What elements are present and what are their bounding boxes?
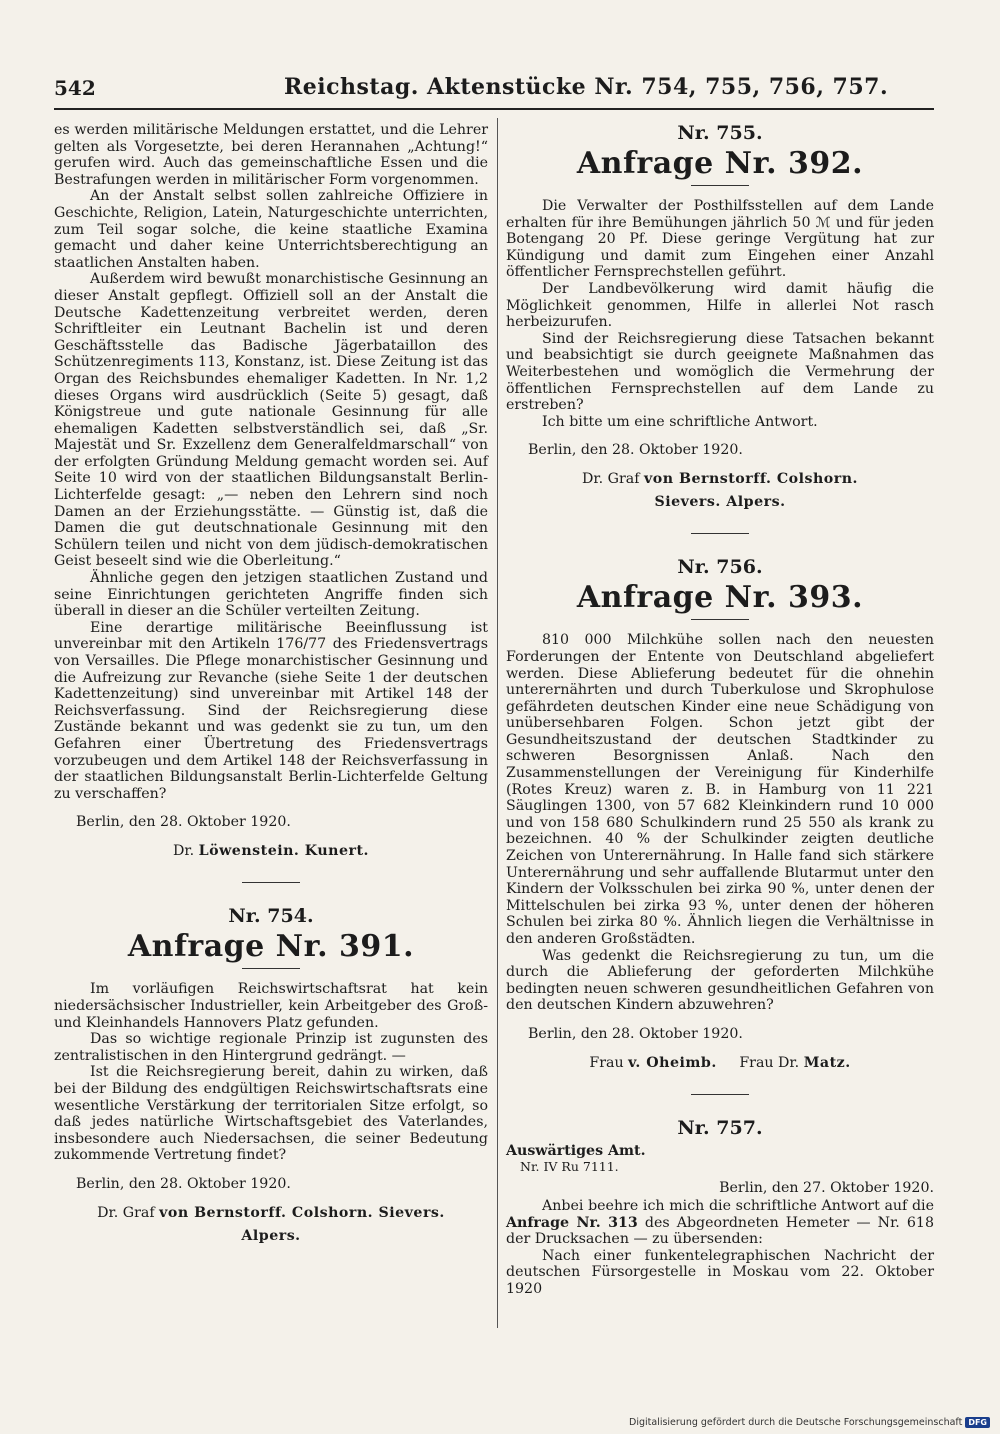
date-line: Berlin, den 28. Oktober 1920. [528, 1025, 743, 1042]
signature-line [54, 1205, 488, 1222]
document-number: Nr. 755. [677, 122, 763, 144]
section-divider [691, 533, 749, 534]
signature-prefix: Dr. Graf [582, 471, 640, 488]
signature-names: Sievers. Alpers. [654, 494, 786, 511]
inquiry-heading: Anfrage Nr. 391. [127, 929, 415, 965]
column-divider [497, 118, 498, 1328]
paragraph: Eine derartige militärische Beeinflussung ist unvereinbar mit den Artikeln 176/77 des Friedensvertrags von Versailles. Die Pflege monarchistischer Gesinnung und die Aufreizung zur Revanche (siehe Seite 1 der deutschen Kadettenzeitung) sind unvereinbar mit Artikel 148 der Reichsverfassung. Sind der Reichsregierung diese Zustände bekannt und was gedenkt sie zu tun, um den Gefahren einer Übertretung des Friedensvertrags vorzubeugen und dem Artikel 148 der Reichsverfassung in der staatlichen Bildungsanstalt Berlin-Lichterfelde Geltung zu verschaffen? [54, 619, 488, 802]
signature-prefix: Dr. Graf [97, 1204, 155, 1221]
inquiry-reference: Anfrage Nr. 313 [506, 1214, 638, 1231]
heading-rule [691, 185, 749, 186]
signature-names: v. Oheimb. [628, 1054, 717, 1071]
paragraph-text: Anbei beehre ich mich die schriftliche Antwort auf die [542, 1197, 934, 1214]
digitization-credit [629, 1417, 990, 1428]
page-number: 542 [54, 76, 96, 100]
page-header [54, 72, 934, 110]
paragraph: Der Landbevölkerung wird damit häufig die Möglichkeit genommen, Hilfe in allerlei Not rasch herbeizurufen. [506, 280, 934, 331]
signature-names: Alpers. [241, 1227, 301, 1244]
signature-line [54, 843, 488, 860]
dfg-logo: DFG [965, 1417, 990, 1428]
signature-prefix: Frau [589, 1054, 624, 1071]
signature-names: von Bernstorff. Colshorn. [644, 471, 858, 488]
document-number: Nr. 756. [677, 556, 763, 579]
document-number: Nr. 754. [228, 905, 314, 928]
section-divider [691, 1094, 749, 1095]
signature-line [506, 471, 934, 488]
paragraph: 810 000 Milchkühe sollen nach den neuesten Forderungen der Entente von Deutschland abgeliefert werden. Diese Ablieferung bedeutet für die ohnehin unterernährten und durch Tuberkulose und Skrophulose gefährdeten deutschen Kinder eine neue Schädigung von unübersehbaren Folgen. Schon jetzt gibt der Gesundheitszustand der deutschen Stadtkinder zu schweren Besorgnissen Anlaß. Nach den Zusammenstellungen der Vereinigung für Kinderhilfe (Rotes Kreuz) waren z. B. in Hamburg von 11 221 Säuglingen 1300, von 57 682 Kleinkindern rund 10 000 und von 158 680 Schulkindern rund 25 550 als krank zu bezeichnen. 40 % der Schulkinder zeigten deutliche Zeichen von Unterernährung. In Halle fand sich stärkere Unterernährung und sehr auffallende Blutarmut unter den Kindern der Volksschulen bei zirka 90 %, unter denen der Mittelschulen bei zirka 93 %, unter denen der höheren Schulen bei zirka 80 %. Ähnlich liegen die Verhältnisse in den anderen Großstädten. [506, 632, 934, 947]
date-line: Berlin, den 28. Oktober 1920. [76, 1175, 291, 1192]
signature-line [506, 1055, 934, 1072]
signature-names: Matz. [803, 1054, 851, 1071]
paragraph: Ich bitte um eine schriftliche Antwort. [542, 413, 818, 430]
paragraph: Sind der Reichsregierung diese Tatsachen bekannt und beabsichtigt sie durch geeignete Maßnahmen das Weiterbestehen und womöglich die Vermehrung der öffentlichen Fernsprechstellen auf dem Lande zu erstreben? [506, 330, 934, 414]
paragraph: Das so wichtige regionale Prinzip ist zugunsten des zentralistischen in den Hintergrund gedrängt. — [54, 1031, 488, 1064]
ministry-name: Auswärtiges Amt. [506, 1142, 646, 1159]
paragraph: Im vorläufigen Reichswirtschaftsrat hat kein niedersächsischer Industrieller, kein Arbeitgeber des Groß- und Kleinhandels Hannovers Platz gefunden. [54, 981, 488, 1031]
paragraph: es werden militärische Meldungen erstattet, und die Lehrer gelten als Vorgesetzte, bei deren Herannahen „Achtung!“ gerufen wird. Auch das gemeinschaftliche Essen und die Bestrafungen werden in militärischer Form vorgenommen. [54, 122, 488, 188]
signature-names: von Bernstorff. Colshorn. Sievers. [159, 1204, 445, 1221]
signature-prefix: Dr. [173, 843, 195, 860]
left-column [54, 122, 488, 1251]
date-line: Berlin, den 28. Oktober 1920. [528, 442, 743, 459]
section-divider [242, 882, 300, 883]
credit-text: Digitalisierung gefördert durch die Deutsche Forschungsgemeinschaft [629, 1417, 963, 1428]
paragraph: Außerdem wird bewußt monarchistische Gesinnung an dieser Anstalt gepflegt. Offiziell soll an der Anstalt die Deutsche Kadettenzeitung verbreitet werden, deren Schriftleiter ein Leutnant Bachelin ist und deren Geschäftsstelle das Badische Jägerbataillon des Schützenregiments 113, Konstanz, ist. Diese Zeitung ist das Organ des Reichsbundes ehemaliger Kadetten. In Nr. 1,2 dieses Organs wird ausdrücklich (Seite 5) gesagt, daß Königstreue und gute nationale Gesinnung für alle ehemaligen Kadetten selbstverständlich sei, daß „Sr. Majestät und Sr. Exzellenz dem Generalfeldmarschall“ von der erfolgten Gründung Meldung gemacht worden sei. Auf Seite 10 wird von der staatlichen Bildungsanstalt Berlin-Lichterfelde gesagt: „— neben den Lehrern sind noch Damen an der Erziehungsstätte. — Günstig ist, daß die Damen die gut deutschnationale Gesinnung mit den Schülern teilen und nicht von dem jüdisch-demokratischen Geist beseelt sind wie die Oberleitung.“ [54, 271, 488, 570]
signature-prefix: Frau Dr. [739, 1054, 800, 1071]
signature-line [506, 494, 934, 511]
paragraph [506, 1198, 934, 1248]
reference-number: Nr. IV Ru 7111. [520, 1158, 619, 1174]
inquiry-heading: Anfrage Nr. 393. [576, 580, 864, 616]
heading-rule [242, 968, 300, 969]
paragraph: Ist die Reichsregierung bereit, dahin zu wirken, daß bei der Bildung des endgültigen Reichswirtschaftsrats eine wesentliche Verstärkung der territorialen Sitze erfolgt, so daß jedes natürliche Wirtschaftsgebiet des Vaterlandes, insbesondere auch Niedersachsen, die seiner Bedeutung zukommende Vertretung findet? [54, 1064, 488, 1164]
date-line: Berlin, den 27. Oktober 1920. [719, 1179, 934, 1196]
paragraph: An der Anstalt selbst sollen zahlreiche Offiziere in Geschichte, Religion, Latein, Naturgeschichte unterrichten, zum Teil sogar solche, die keine staatliche Examina gemacht und daher keine Unterrichtsberechtigung an staatlichen Anstalten haben. [54, 188, 488, 271]
running-title: Reichstag. Aktenstücke Nr. 754, 755, 756, 757. [284, 74, 889, 100]
signature-names: Löwenstein. Kunert. [198, 843, 369, 860]
right-column [506, 122, 934, 1298]
inquiry-heading: Anfrage Nr. 392. [576, 146, 864, 181]
paragraph: Nach einer funkentelegraphischen Nachricht der deutschen Fürsorgestelle in Moskau vom 22. Oktober 1920 [506, 1247, 934, 1297]
paragraph: Ähnliche gegen den jetzigen staatlichen Zustand und seine Einrichtungen gerichteten Angriffe finden sich überall in dieser an die Schüler verteilten Zeitung. [54, 570, 488, 620]
date-line: Berlin, den 28. Oktober 1920. [76, 814, 291, 831]
signature-line [54, 1228, 488, 1245]
paragraph: Was gedenkt die Reichsregierung zu tun, um die durch die Ablieferung der geforderten Milchkühe bedingten neuen schweren gesundheitlichen Gefahren von den deutschen Kindern abzuwehren? [506, 947, 934, 1014]
paragraph: Die Verwalter der Posthilfsstellen auf dem Lande erhalten für ihre Bemühungen jährlich 50 ℳ und für jeden Botengang 20 Pf. Diese geringe Vergütung hat zur Kündigung und damit zum Eingehen einer Anzahl öffentlicher Fernsprechstellen geführt. [506, 198, 934, 281]
heading-rule [691, 619, 749, 620]
document-number: Nr. 757. [677, 1116, 763, 1139]
paragraph-text: des Abgeordneten Hemeter — Nr. 618 der Drucksachen — zu übersenden: [506, 1214, 934, 1248]
